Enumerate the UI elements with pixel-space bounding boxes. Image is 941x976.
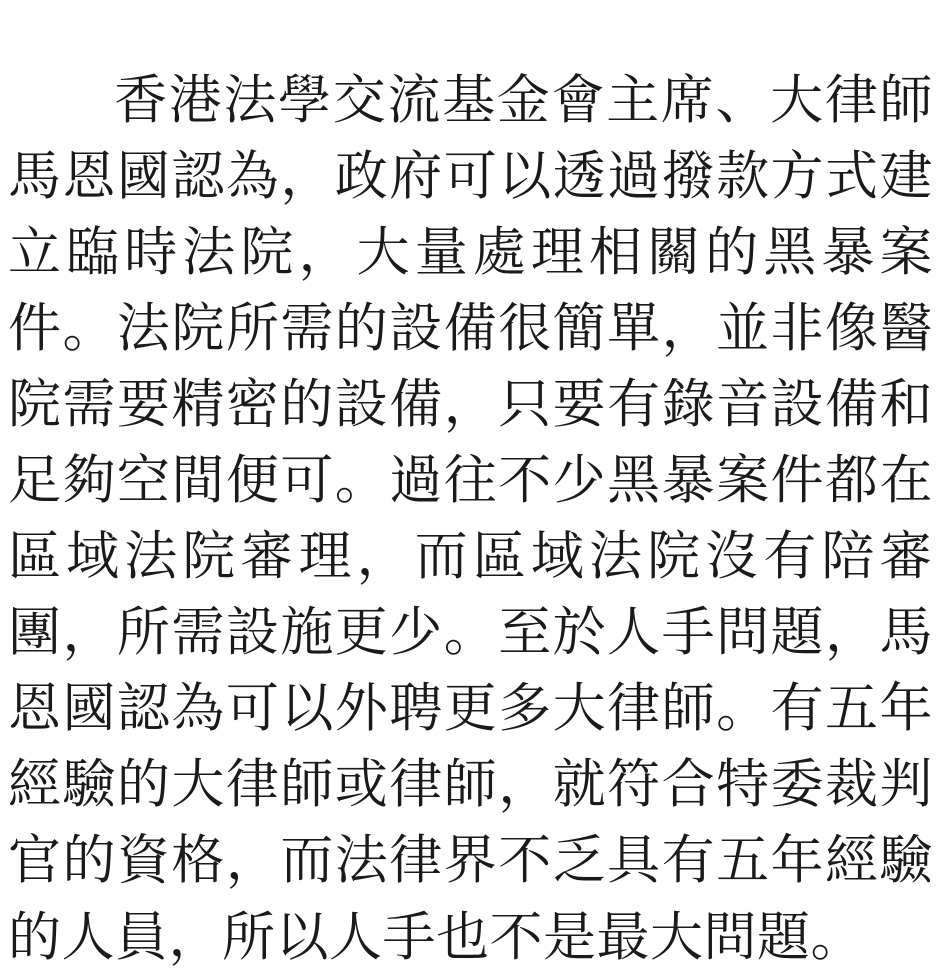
body-paragraph: 香港法學交流基金會主席、大律師馬恩國認為，政府可以透過撥款方式建立臨時法院，大量處理相關的黑暴案件。法院所需的設備很簡單，並非像醫院需要精密的設備，只要有錄音設備和足夠空間便可。過往不少黑暴案件都在區域法院審理，而區域法院沒有陪審團，所需設施更少。至於人手問題，馬恩國認為可以外聘更多大律師。有五年經驗的大律師或律師，就符合特委裁判官的資格，而法律界不乏具有五年經驗的人員，所以人手也不是最大問題。 <box>8 70 933 968</box>
